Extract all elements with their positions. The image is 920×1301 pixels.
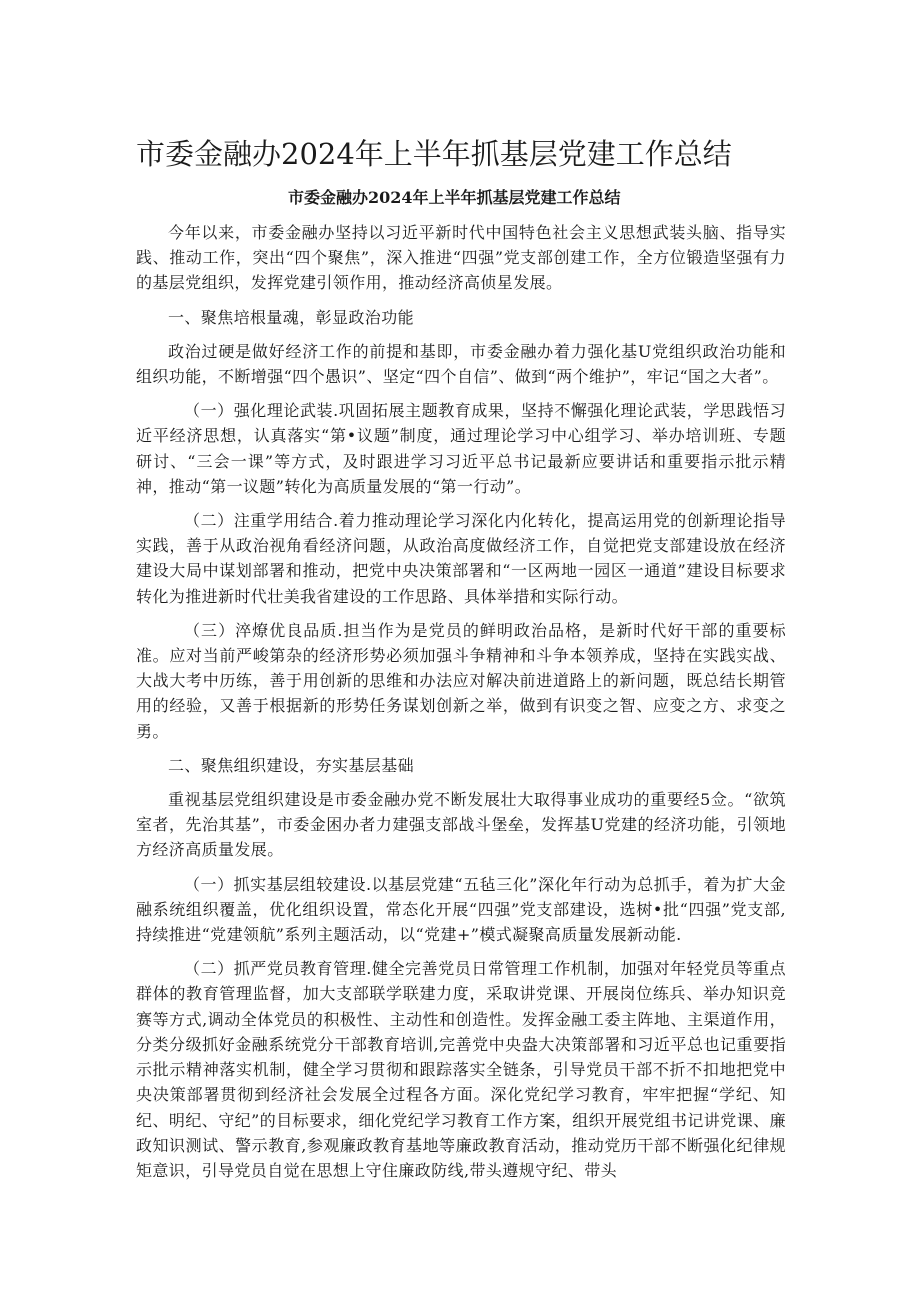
section-1-paragraph: 政治过硬是做好经济工作的前提和基即，市委金融办着力强化基U党组织政治功能和组织功能，不断增强“四个愚识”、坚定“四个自信”、做到“两个维护”，牢记“国之大者”。 (136, 341, 786, 387)
document-body (136, 220, 786, 1192)
section-2-item-2: （二）抓严党员教育管理.健全完善党员日常管理工作机制，加强对年轻党员等重点群体的教育管理监督，加大支部联学联建力度，采取讲党课、开展岗位练兵、举办知识竞赛等方式,调动全体党员的积极性、主动性和创造性。发挥金融工委主阵地、主渠道作用，分类分级抓好金融系统党分干部教育培训,完善党中央盎大决策部署和习近平总也记重要指示批示精神落实机制，健全学习贯彻和跟踪落实全链条，引导党员干部不折不扣地把党中央决策部署贯彻到经济社会发展全过程各方面。深化党纪学习教育，牢牢把握“学纪、知纪、明纪、守纪”的目标要求，细化党纪学习教育工作方案，组织开展党组书记讲党课、廉政知识测试、警示教育,参观廉政教育基地等廉政教育活动，推动党历干部不断强化纪律规矩意识，引导党员自觉在思想上守住廉政防线,带头遵规守纪、带头 (136, 959, 786, 1180)
section-heading-1: 一、聚焦培根量魂，彰显政治功能 (168, 307, 415, 327)
section-2-paragraph: 重视基层党组织建设是市委金融办党不断发展壮大取得事业成功的重要经5佥。“欲筑室者，先治其基”，市委金困办者力建强支部战斗堡垒，发挥基U党建的经济功能，引领地方经济高质量发展。 (136, 790, 786, 860)
section-1-item-1: （一）强化理论武装.巩固拓展主题教育成果，坚持不懈强化理论武装，学思践悟习近平经济思想，认真落实“第•议题”制度，通过理论学习中心组学习、举办培训班、专题研讨、“三会一课”等方式，及时跟进学习习近平总书记最新应要讲话和重要指示批示精神，推动“第一议题”转化为高质量发展的“第一行动”。 (136, 401, 786, 496)
intro-paragraph: 今年以来，市委金融办坚持以习近平新时代中国特色社会主义思想武装头脑、指导实践、推动工作，突出“四个聚焦”，深入推进“四强”党支部创建工作，全方位锻造坚强有力的基层党组织，发挥党建引领作用，推动经济高侦星发展。 (136, 223, 786, 293)
section-1-item-3: （三）淬燎优良品质.担当作为是党员的鲜明政治品格，是新时代好干部的重要标准。应对当前严峻第杂的经济形势必须加强斗争精神和斗争本领养成，坚持在实践实战、大战大考中历练，善于用创新的思维和办法应对解决前进道路上的新问题，既总结长期管用的经验，又善于根据新的形势任务谋划创新之举，做到有识变之智、应变之方、求变之勇。 (136, 620, 786, 741)
section-heading-2: 二、聚焦组织建设，夯实基层基础 (168, 755, 415, 775)
document-subtitle: 市委金融办2024年上半年抓基层党建工作总结 (288, 188, 621, 207)
document-title: 市委金融办2024年上半年抓基层党建工作总结 (136, 137, 732, 171)
section-2-item-1: （一）抓实基层组较建设.以基层党建“五毡三化”深化年行动为总抓手，着为扩大金融系统组织覆盖，优化组织设置，常态化开展“四强”党支部建设，选树•批“四强”党支部,持续推进“党建领航”系列主题活动，以“党建+”模式凝聚高质量发展新动能. (136, 874, 786, 945)
section-1-item-2: （二）注重学用结合.着力推动理论学习深化内化转化，提高运用党的创新理论指导实践，善于从政治视角看经济问题，从政治高度做经济工作，自觉把党支部建设放在经济建设大局中谋划部署和推动，把党中央决策部署和“一区两地一园区一通道”建设目标要求转化为推进新时代壮美我省建设的工作思路、具体举措和实际行动。 (136, 511, 786, 606)
